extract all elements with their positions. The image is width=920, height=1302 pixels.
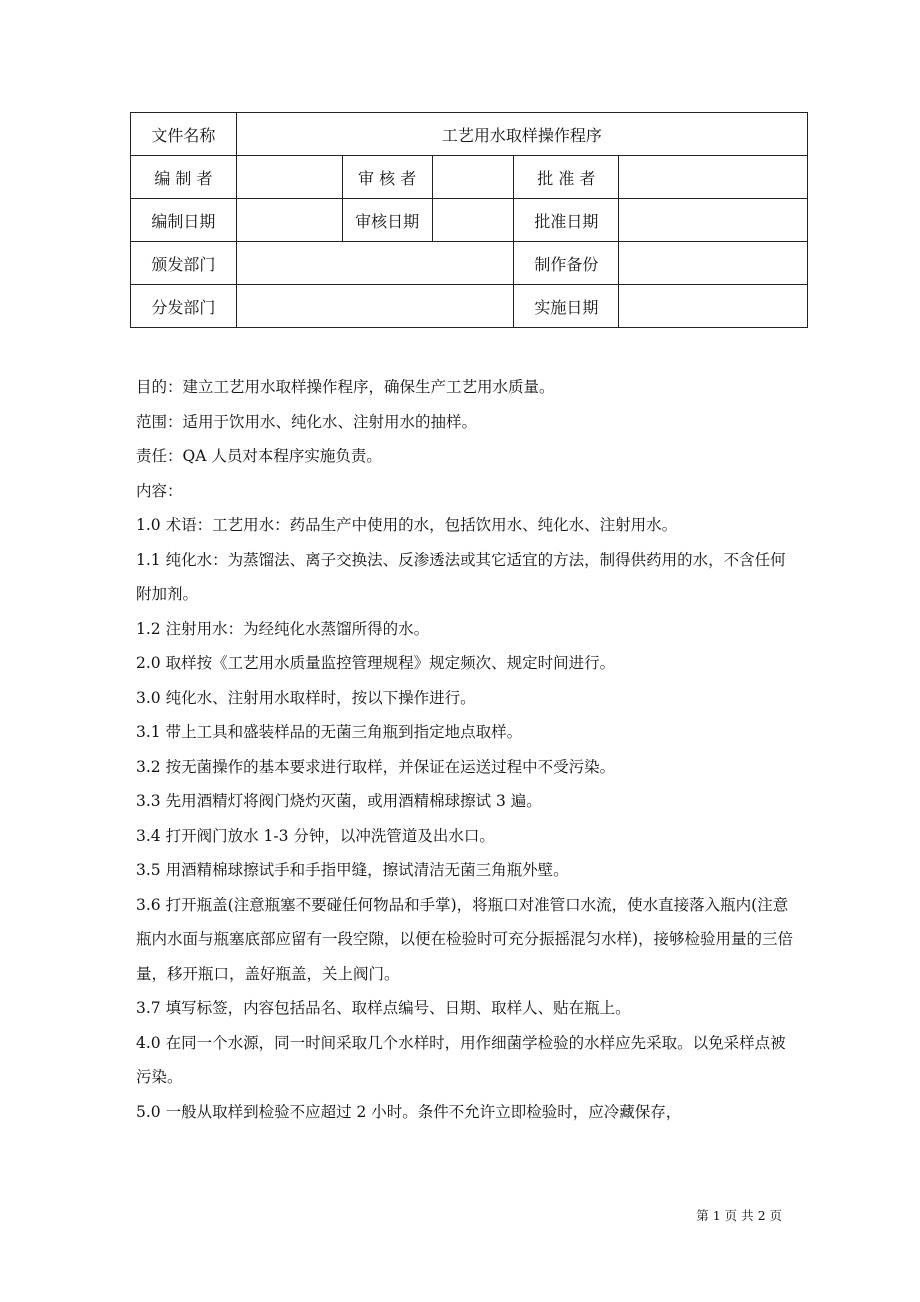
contents-heading: 内容： <box>136 481 183 500</box>
table-row <box>131 156 808 199</box>
prep-date-value <box>236 199 342 242</box>
list-item: 1.1 纯化水：为蒸馏法、离子交换法、反渗透法或其它适宜的方法，制得供药用的水，不含任何附加剂。 <box>136 550 786 603</box>
list-item: 1.2 注射用水：为经纯化水蒸馏所得的水。 <box>136 619 430 638</box>
preparer-value <box>236 156 342 199</box>
purpose-paragraph: 目的：建立工艺用水取样操作程序，确保生产工艺用水质量。 <box>136 378 555 396</box>
review-date-value <box>432 199 514 242</box>
list-item: 3.0 纯化水、注射用水取样时，按以下操作进行。 <box>136 688 476 707</box>
list-item: 5.0 一般从取样到检验不应超过 2 小时。条件不允许立即检验时，应冷藏保存， <box>136 1102 682 1121</box>
review-date-label: 审核日期 <box>342 199 432 242</box>
list-item: 4.0 在同一个水源，同一时间采取几个水样时，用作细菌学检验的水样应先采取。以免采样点被污染。 <box>136 1033 786 1086</box>
approve-date-value <box>619 199 808 242</box>
dist-dept-label: 分发部门 <box>131 285 237 328</box>
list-item: 3.5 用酒精棉球擦试手和手指甲缝，擦试清洁无菌三角瓶外壁。 <box>136 861 569 879</box>
copies-label: 制作备份 <box>514 242 619 285</box>
issue-dept-label: 颁发部门 <box>131 242 237 285</box>
list-item: 3.2 按无菌操作的基本要求进行取样，并保证在运送过程中不受污染。 <box>136 757 616 776</box>
dist-dept-value <box>236 285 514 328</box>
reviewer-value <box>432 156 514 199</box>
list-item: 3.1 带上工具和盛装样品的无菌三角瓶到指定地点取样。 <box>136 723 523 741</box>
issue-dept-value <box>236 242 514 285</box>
list-item: 1.0 术语：工艺用水：药品生产中使用的水，包括饮用水、纯化水、注射用水。 <box>136 516 678 534</box>
list-item: 3.4 打开阀门放水 1-3 分钟，以冲洗管道及出水口。 <box>136 826 495 845</box>
approver-label: 批 准 者 <box>514 156 619 199</box>
approve-date-label: 批准日期 <box>514 199 619 242</box>
reviewer-label: 审 核 者 <box>342 156 432 199</box>
copies-value <box>619 242 808 285</box>
responsibility-paragraph: 责任：QA 人员对本程序实施负责。 <box>136 447 382 465</box>
table-row <box>131 199 808 242</box>
table-row <box>131 242 808 285</box>
effective-date-value <box>619 285 808 328</box>
list-item: 3.3 先用酒精灯将阀门烧灼灭菌，或用酒精棉球擦试 3 遍。 <box>136 792 542 810</box>
document-body <box>136 370 796 1129</box>
list-item: 2.0 取样按《工艺用水质量监控管理规程》规定频次、规定时间进行。 <box>136 654 616 672</box>
table-row <box>131 113 808 156</box>
list-item: 3.6 打开瓶盖(注意瓶塞不要碰任何物品和手掌)，将瓶口对准管口水流，使水直接落入瓶内(注意瓶内水面与瓶塞底部应留有一段空隙，以便在检验时可充分振摇混匀水样)，接够检验用量的三倍量，移开瓶口，盖好瓶盖，关上阀门。 <box>136 895 794 983</box>
preparer-label: 编 制 者 <box>131 156 237 199</box>
document-header-table <box>130 112 808 328</box>
effective-date-label: 实施日期 <box>514 285 619 328</box>
file-name-value: 工艺用水取样操作程序 <box>236 113 807 156</box>
approver-value <box>619 156 808 199</box>
table-row <box>131 285 808 328</box>
scope-paragraph: 范围：适用于饮用水、纯化水、注射用水的抽样。 <box>136 412 478 431</box>
prep-date-label: 编制日期 <box>131 199 237 242</box>
page-number: 第 1 页 共 2 页 <box>696 1208 782 1223</box>
file-name-label: 文件名称 <box>131 113 237 156</box>
list-item: 3.7 填写标签，内容包括品名、取样点编号、日期、取样人、贴在瓶上。 <box>136 999 631 1017</box>
